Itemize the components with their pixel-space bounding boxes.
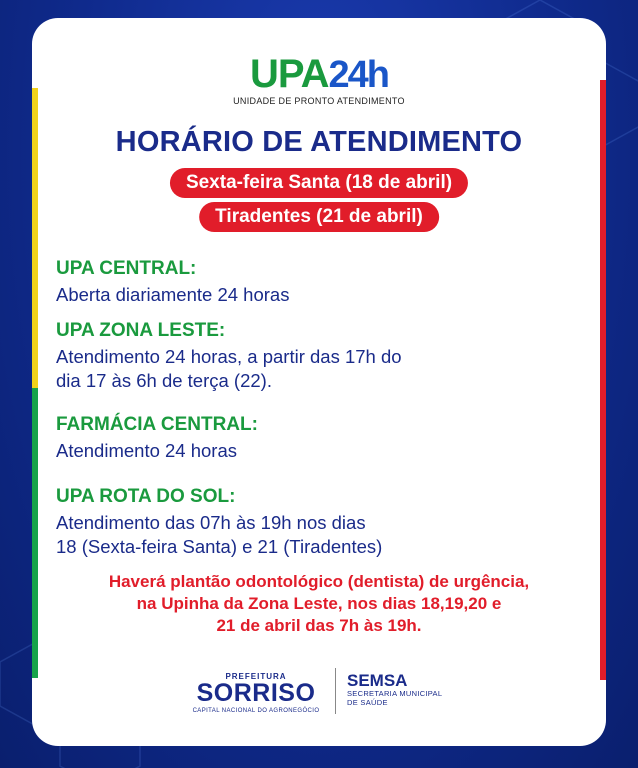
dental-notice (32, 571, 606, 637)
section-heading: UPA ROTA DO SOL: (56, 486, 236, 507)
city-name: SORRISO (196, 679, 316, 707)
section-upa-central (56, 258, 289, 307)
semsa-line: SECRETARIA MUNICIPAL (347, 689, 443, 698)
notice-line: na Upinha da Zona Leste, nos dias 18,19,20 e (136, 594, 502, 614)
section-text-line: dia 17 às 6h de terça (22). (56, 370, 272, 392)
semsa-line: DE SAÚDE (347, 698, 388, 708)
semsa-logo (347, 672, 442, 708)
section-upa-rota-do-sol (56, 486, 382, 559)
section-farmacia-central (56, 414, 258, 463)
section-text: Atendimento 24 horas (56, 440, 238, 461)
section-heading: FARMÁCIA CENTRAL: (56, 414, 258, 435)
city-tagline: CAPITAL NACIONAL DO AGRONEGÓCIO (192, 708, 320, 714)
logo-24h-text: 24h (328, 54, 388, 96)
footer-logos (32, 668, 606, 728)
holiday-badge-good-friday: Sexta-feira Santa (18 de abril) (170, 168, 468, 198)
notice-line: 21 de abril das 7h às 19h. (216, 616, 422, 636)
section-text (56, 345, 402, 393)
announcement-card (32, 18, 606, 746)
holiday-badge-tiradentes: Tiradentes (21 de abril) (199, 202, 439, 232)
section-upa-zona-leste (56, 320, 402, 393)
logo-upa-text: UPA (250, 52, 329, 96)
section-heading: UPA CENTRAL: (56, 258, 197, 279)
prefeitura-label: PREFEITURA (225, 672, 287, 681)
page-title: HORÁRIO DE ATENDIMENTO (115, 126, 523, 158)
upa-24h-logo (32, 54, 606, 106)
section-text-line: Atendimento das 07h às 19h nos dias (56, 512, 366, 533)
logo-subtitle: UNIDADE DE PRONTO ATENDIMENTO (233, 96, 405, 106)
section-text: Aberta diariamente 24 horas (56, 284, 290, 305)
prefeitura-sorriso-logo (188, 672, 324, 714)
semsa-name: SEMSA (347, 671, 408, 690)
footer-divider (335, 668, 336, 714)
section-text (56, 511, 382, 559)
notice-line: Haverá plantão odontológico (dentista) de urgência, (108, 572, 530, 591)
section-text-line: 18 (Sexta-feira Santa) e 21 (Tiradentes) (56, 536, 383, 558)
section-text-line: Atendimento 24 horas, a partir das 17h do (56, 346, 402, 367)
section-heading: UPA ZONA LESTE: (56, 320, 226, 341)
